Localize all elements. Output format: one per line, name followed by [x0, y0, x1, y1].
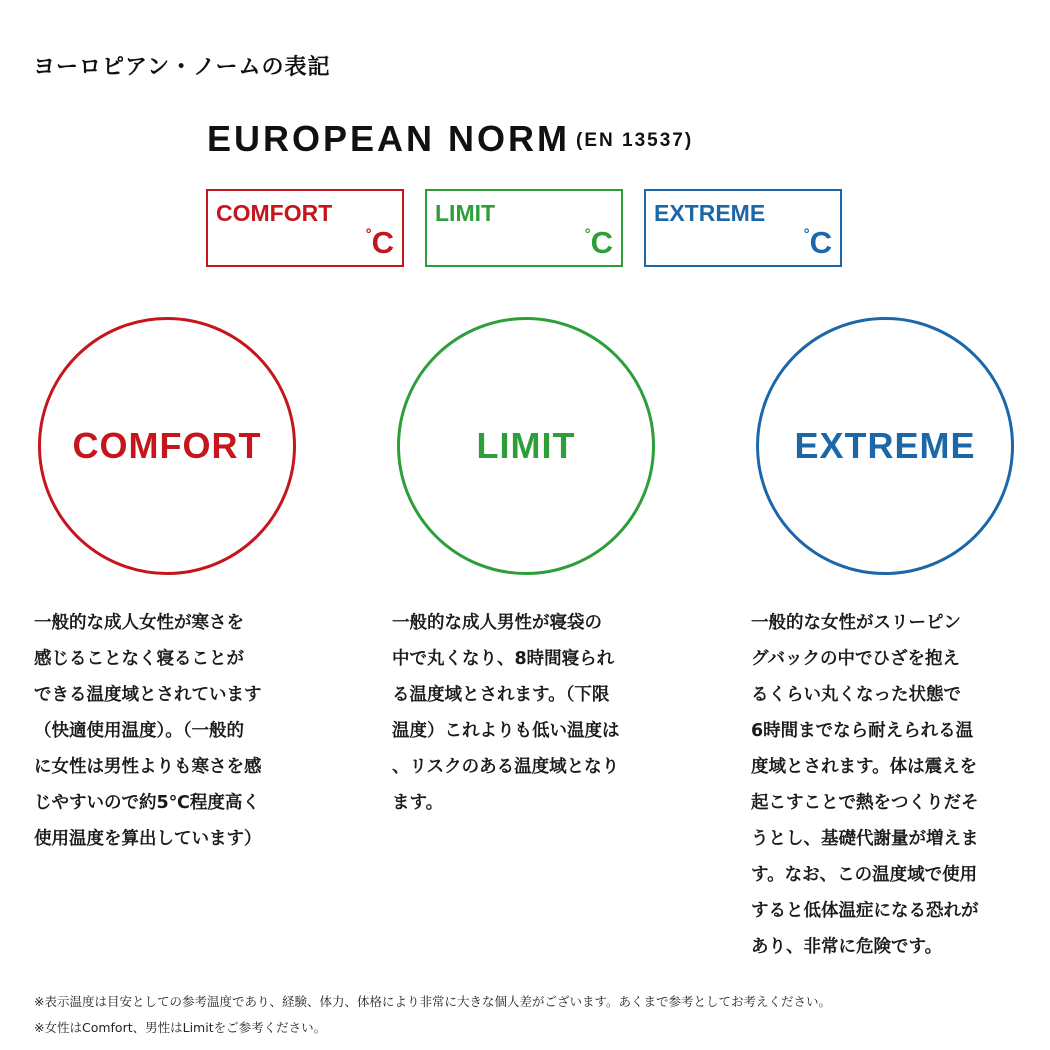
description-line: できる温度域とされています — [34, 685, 262, 705]
description-line: グバックの中でひざを抱え — [751, 649, 960, 669]
legend-label-extreme: EXTREME — [654, 200, 766, 226]
description-line: 度域とされます。体は震えを — [751, 757, 978, 777]
description-line: じやすいので約5℃程度高く — [34, 793, 260, 813]
description-line: 一般的な成人男性が寝袋の — [392, 613, 602, 633]
description-line: 6時間までなら耐えられる温 — [751, 721, 974, 741]
norm-heading — [207, 118, 693, 160]
limit-description — [392, 605, 670, 821]
norm-title: EUROPEAN NORM — [207, 118, 571, 159]
degree-symbol: ° — [803, 226, 810, 243]
degree-symbol: ° — [365, 226, 372, 243]
description-line: うとし、基礎代謝量が増えま — [751, 829, 979, 849]
legend-unit-extreme — [804, 225, 832, 261]
description-line: 一般的な女性がスリーピン — [751, 613, 961, 633]
page-title: ヨーロピアン・ノームの表記 — [33, 55, 331, 80]
description-line: あり、非常に危険です。 — [751, 937, 943, 957]
legend-label-comfort: COMFORT — [216, 200, 333, 226]
comfort-description — [34, 605, 312, 857]
comfort-circle — [38, 317, 296, 575]
extreme-circle — [756, 317, 1014, 575]
footnote-disclaimer: ※表示温度は目安としての参考温度であり、経験、体力、体格により非常に大きな個人差がございます。あくまで参考としてお考えください。 — [34, 994, 831, 1009]
description-line: る温度域とされます。（下限 — [392, 685, 610, 705]
description-line: るくらい丸くなった状態で — [751, 685, 961, 705]
legend-unit-comfort — [366, 225, 394, 261]
description-line: す。なお、この温度域で使用 — [751, 865, 978, 885]
legend-box-limit — [425, 189, 623, 267]
description-line: に女性は男性よりも寒さを感 — [34, 757, 262, 777]
description-line: （快適使用温度）。（一般的 — [34, 721, 244, 741]
limit-circle — [397, 317, 655, 575]
description-line: 一般的な成人女性が寒さを — [34, 613, 244, 633]
legend-unit-limit — [585, 225, 613, 261]
norm-code: (EN 13537) — [576, 130, 694, 151]
legend-box-extreme — [644, 189, 842, 267]
description-line: 感じることなく寝ることが — [34, 649, 244, 669]
celsius-symbol: C — [809, 225, 832, 260]
description-line: すると低体温症になる恐れが — [751, 901, 979, 921]
legend-label-limit: LIMIT — [435, 200, 496, 226]
extreme-circle-label: EXTREME — [794, 425, 976, 466]
legend-box-comfort — [206, 189, 404, 267]
description-line: 中で丸くなり、8時間寝られ — [392, 649, 615, 669]
description-line: 使用温度を算出しています） — [34, 829, 262, 849]
celsius-symbol: C — [590, 225, 613, 260]
description-line: ます。 — [392, 793, 444, 813]
celsius-symbol: C — [371, 225, 394, 260]
limit-circle-label: LIMIT — [476, 425, 576, 466]
footnote-guidance: ※女性はComfort、男性はLimitをご参考ください。 — [34, 1020, 327, 1035]
description-line: 温度）これよりも低い温度は — [392, 721, 620, 741]
comfort-circle-label: COMFORT — [72, 425, 262, 466]
description-line: 、リスクのある温度域となり — [392, 757, 620, 777]
degree-symbol: ° — [584, 226, 591, 243]
description-line: 起こすことで熱をつくりだそ — [751, 793, 979, 813]
extreme-description — [751, 605, 1029, 965]
